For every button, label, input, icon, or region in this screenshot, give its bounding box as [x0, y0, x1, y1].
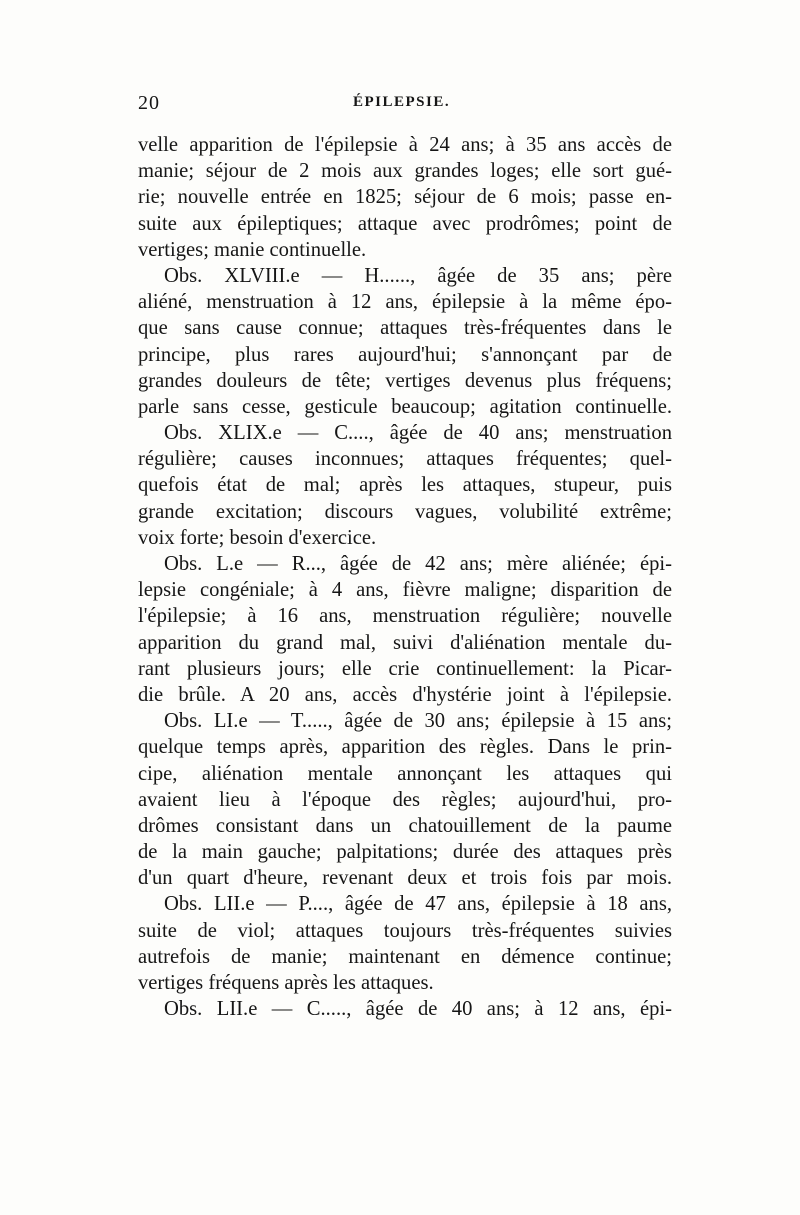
observation-heading-line: Obs. LII.e — P...., âgée de 47 ans, épilepsie à 18 ans,: [164, 893, 672, 916]
page-number: 20: [138, 92, 160, 114]
page-header: [138, 92, 672, 132]
observation-heading-line: Obs. XLIX.e — C...., âgée de 40 ans; menstruation: [164, 422, 672, 445]
text-line: parle sans cesse, gesticule beaucoup; agitation continuelle.: [138, 395, 672, 418]
text-line: cipe, aliénation mentale annonçant les attaques qui: [138, 762, 672, 785]
text-line: suite aux épileptiques; attaque avec prodrômes; point de: [138, 212, 672, 235]
text-line: d'un quart d'heure, revenant deux et trois fois par mois.: [138, 867, 672, 890]
text-line: régulière; causes inconnues; attaques fréquentes; quel-: [138, 448, 672, 471]
observation-heading-line: Obs. L.e — R..., âgée de 42 ans; mère aliénée; épi-: [164, 553, 672, 575]
text-line: manie; séjour de 2 mois aux grandes loges; elle sort gué-: [138, 160, 672, 183]
observation-heading-line: Obs. XLVIII.e — H......, âgée de 35 ans; père: [164, 264, 672, 287]
text-line: vertiges; manie continuelle.: [138, 238, 367, 261]
text-line: die brûle. A 20 ans, accès d'hystérie joint à l'épilepsie.: [138, 683, 672, 706]
text-line: rie; nouvelle entrée en 1825; séjour de 6 mois; passe en-: [138, 186, 672, 209]
text-line: principe, plus rares aujourd'hui; s'annonçant par de: [138, 343, 672, 366]
observation-heading-line: Obs. LI.e — T....., âgée de 30 ans; épilepsie à 15 ans;: [164, 710, 672, 733]
text-line: velle apparition de l'épilepsie à 24 ans; à 35 ans accès de: [138, 134, 672, 156]
text-line: lepsie congéniale; à 4 ans, fièvre maligne; disparition de: [138, 579, 672, 602]
text-line: grande excitation; discours vagues, volubilité extrême;: [138, 500, 672, 523]
body-text: [138, 132, 672, 1022]
text-line: aliéné, menstruation à 12 ans, épilepsie à la même épo-: [138, 291, 672, 314]
text-line: quefois état de mal; après les attaques, stupeur, puis: [138, 474, 672, 497]
text-line: drômes consistant dans un chatouillement de la paume: [138, 814, 672, 837]
running-title: ÉPILEPSIE.: [353, 94, 451, 110]
text-line: de la main gauche; palpitations; durée des attaques près: [138, 841, 672, 864]
text-line: voix forte; besoin d'exercice.: [138, 526, 377, 549]
text-line: grandes douleurs de tête; vertiges devenus plus fréquens;: [138, 369, 672, 392]
text-line: que sans cause connue; attaques très-fréquentes dans le: [138, 317, 672, 340]
text-line: autrefois de manie; maintenant en démence continue;: [138, 945, 672, 968]
text-line: apparition du grand mal, suivi d'aliénation mentale du-: [138, 631, 672, 654]
text-line: l'épilepsie; à 16 ans, menstruation régulière; nouvelle: [138, 605, 672, 628]
text-line: avaient lieu à l'époque des règles; aujourd'hui, pro-: [138, 788, 672, 811]
text-line: rant plusieurs jours; elle crie continuellement: la Picar-: [138, 657, 672, 680]
observation-heading-line: Obs. LII.e — C....., âgée de 40 ans; à 12 ans, épi-: [164, 998, 672, 1021]
text-line: quelque temps après, apparition des règles. Dans le prin-: [138, 736, 672, 759]
text-line: suite de viol; attaques toujours très-fréquentes suivies: [138, 919, 672, 942]
text-line: vertiges fréquens après les attaques.: [138, 972, 434, 994]
